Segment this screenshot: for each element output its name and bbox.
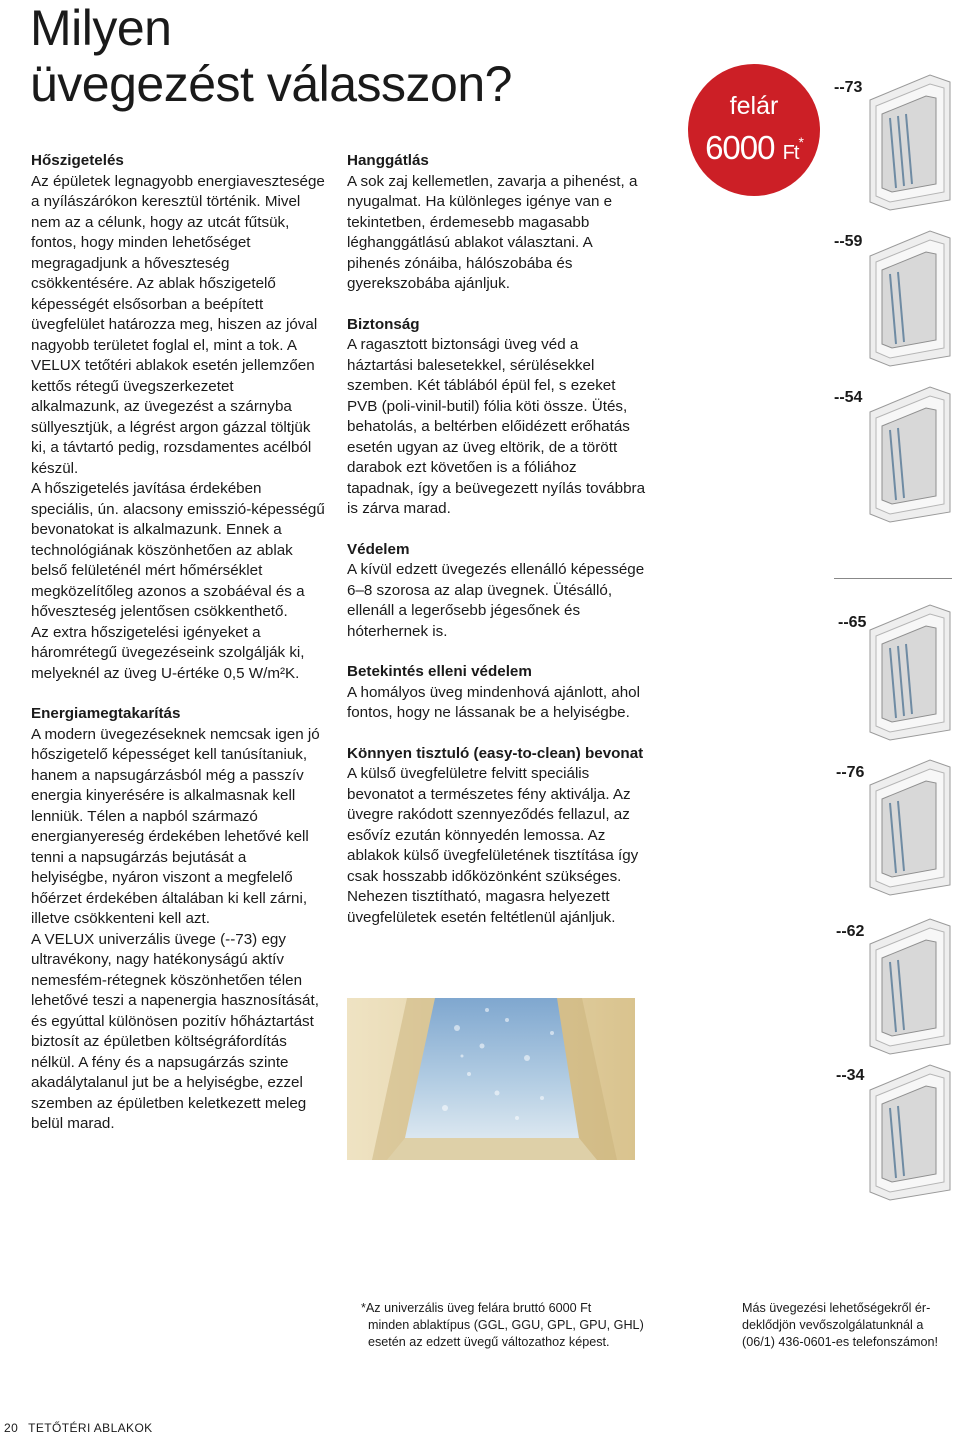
footnote-line: *Az univerzális üveg felára bruttó 6000 Ft: [361, 1301, 592, 1315]
price-asterisk: *: [798, 134, 803, 150]
window-frame-shape: [882, 408, 936, 504]
section-heading: Védelem: [347, 540, 410, 558]
footnote-line: esetén az edzett üvegű változathoz képest.: [368, 1335, 610, 1349]
section-heading: Könnyen tisztuló (easy-to-clean) bevonat: [347, 744, 644, 762]
title-line-1: Milyen: [30, 0, 172, 56]
window-frame-shape: [882, 940, 936, 1036]
glazing-code-62: --62: [836, 923, 865, 940]
paragraph: A ragasztott biztonsági üveg véd a háztartási balesetekkel, sérülésekkel szemben. Két táblából épül fel, s ezeket PVB (poli-vinil-butil) fólia köti össze. Ütés, behatolás, a beltérben előidézett erőhatás esetén ugyan az üveg eltörik, de a törött darabok ezt követően is a fóliához tapadnak, így a beüvegezett nyílás továbbra is zárva marad.: [347, 336, 646, 517]
divider-line: [834, 578, 952, 579]
paragraph: A hőszigetelés javítása érdekében speciális, ún. alacsony emisszió-képességű bevonatokat is alkalmazunk. Ennek a technológiának köszönhetően az ablak belső felületénél mért hőmérséklet megközelítőleg azonos a szobáéval és a hőveszteség jelentősen csökkenthető.: [31, 480, 325, 620]
window-photo-graphic: [347, 998, 635, 1160]
glazing-code-73: --73: [834, 79, 863, 96]
footnote-line: Más üvegezési lehetőségekről ér-: [742, 1301, 931, 1315]
window-cross-section-image: [860, 600, 956, 745]
window-cross-section-image: [860, 382, 956, 527]
paragraph: A modern üvegezéseknek nemcsak igen jó hőszigetelő képességet kell tanúsítaniuk, hanem a napsugárzásból még a passzív energia kinyerésére is alkalmasnak kell lenniük. Télen a napból származó energianyereség érdekében lehetővé kell tenni a napsugárzás bejutását a helyiségbe, nyáron viszont a megfelelő hőérzet érdekében általában ki kell zárni, illetve csökkenteni kell azt.: [31, 725, 320, 927]
section-heading: Hanggátlás: [347, 152, 429, 169]
price-badge-label: felár: [729, 92, 779, 120]
window-cross-section-graphic: [860, 382, 956, 527]
price-badge: [688, 64, 820, 196]
window-cross-section-image: [860, 226, 956, 371]
window-cross-section-graphic: [860, 914, 956, 1059]
window-cross-section-graphic: [860, 1060, 956, 1205]
footnote-contact: [742, 1300, 957, 1351]
section-energiamegtakaritas: [31, 704, 326, 1135]
window-photo: [347, 998, 635, 1160]
footnote-line: deklődjön vevőszolgálatunknál a: [742, 1318, 924, 1332]
price-currency: Ft: [782, 142, 799, 164]
glazing-code-54: --54: [834, 389, 863, 406]
footer-section-title: TETŐTÉRI ABLAKOK: [28, 1421, 153, 1435]
section-vedelem: [347, 540, 647, 643]
window-cross-section-graphic: [860, 70, 956, 215]
window-frame-shape: [882, 1086, 936, 1182]
section-hanggatlas: [347, 151, 647, 295]
section-heading: Hőszigetelés: [31, 152, 124, 169]
title-line-2: üvegezést válasszon?: [30, 56, 512, 112]
glazing-code-59: --59: [834, 233, 863, 250]
price-badge-amount-row: [688, 124, 820, 171]
page-number: 20: [4, 1421, 19, 1435]
section-betekintes: [347, 662, 647, 724]
window-frame-shape: [882, 781, 936, 877]
window-cross-section-image: [860, 1060, 956, 1205]
left-column: [31, 151, 326, 1155]
section-heading: Betekintés elleni védelem: [347, 663, 532, 680]
price-amount: 6000: [705, 129, 775, 166]
section-biztonsag: [347, 315, 647, 520]
section-hoszigeteles: [31, 151, 326, 684]
footnote-line: minden ablaktípus (GGL, GGU, GPL, GPU, GHL): [368, 1318, 644, 1332]
paragraph: A VELUX univerzális üvege (--73) egy ultravékony, nagy hatékonyságú aktív nemesfém-rétegnek köszönhetően télen lehetővé teszi a napenergia hasznosítását, és egyúttal különösen pozitív hőháztartást biztosít az épületben költségráfordítás nélkül. A fény és a napsugárzás szinte akadálytalanul jut be a helyiségbe, ezzel szemben az épületben keletkezett meleg belül marad.: [31, 930, 319, 1132]
paragraph: A kívül edzett üvegezés ellenálló képessége 6–8 szorosa az alap üvegnek. Ütésálló, ellenáll a legerősebb jégesőnek és hóterhernek is.: [347, 561, 645, 640]
section-heading: Energiamegtakarítás: [31, 705, 181, 722]
window-cross-section-image: [860, 70, 956, 215]
paragraph: A külső üvegfelületre felvitt speciális bevonatot a természetes fény aktiválja. Az üvegre rakódott szennyeződés fellazul, az esővíz ezután könnyedén lemossa. Az ablakok külső üvegfelületének tisztítása így csak hosszabb időközönként szükséges.: [347, 765, 639, 885]
section-heading: Biztonság: [347, 315, 420, 333]
paragraph: A homályos üveg mindenhová ajánlott, ahol fontos, hogy ne lássanak be a helyiségbe.: [347, 683, 640, 721]
footnote-price: [361, 1300, 681, 1351]
paragraph: Az épületek legnagyobb energiavesztesége a nyílászárókon keresztül történik. Mivel nem az a célunk, hogy az utcát fűtsük, fontos, hogy minden lehetőséget megragadjunk a hőveszteség csökkentésére. Az ablak hőszigetelő képességét elsősorban a beépített üvegfelület határozza meg, hiszen az jóval nagyobb területet foglal el, mint a tok. A VELUX tetőtéri ablakok esetén jellemzően kettős rétegű üvegszerkezetet alkalmazunk, az üvegezést a szárnyba süllyesztjük, a légrést argon gázzal töltjük ki, a távtartó pedig, rozsdamentes acélból készül.: [31, 172, 325, 477]
glazing-code-34: --34: [836, 1067, 865, 1084]
window-cross-section-graphic: [860, 755, 956, 900]
window-cross-section-graphic: [860, 226, 956, 371]
paragraph: A sok zaj kellemetlen, zavarja a pihenést, a nyugalmat. Ha különleges igénye van e tekintetben, érdemesebb magasabb léghanggátlású ablakot választani. A pihenés zónáiba, hálószobába és gyerekszobába ajánljuk.: [347, 172, 638, 292]
page-title: [30, 0, 512, 112]
middle-column: [347, 151, 647, 948]
section-easy-to-clean: [347, 744, 647, 929]
glazing-code-76: --76: [836, 764, 865, 781]
window-cross-section-image: [860, 755, 956, 900]
window-cross-section-image: [860, 914, 956, 1059]
window-frame-shape: [882, 252, 936, 348]
glazing-code-65: --65: [838, 614, 867, 631]
window-cross-section-graphic: [860, 600, 956, 745]
paragraph: Nehezen tisztítható, magasra helyezett üvegfelületek esetén feltétlenül ajánljuk.: [347, 888, 616, 926]
paragraph: Az extra hőszigetelési igényeket a háromrétegű üvegezéseink szolgálják ki, melyeknél az üveg U-értéke 0,5 W/m²K.: [31, 623, 305, 682]
footnote-line: (06/1) 436-0601-es telefonszámon!: [742, 1335, 939, 1349]
page-footer: [4, 1421, 163, 1435]
